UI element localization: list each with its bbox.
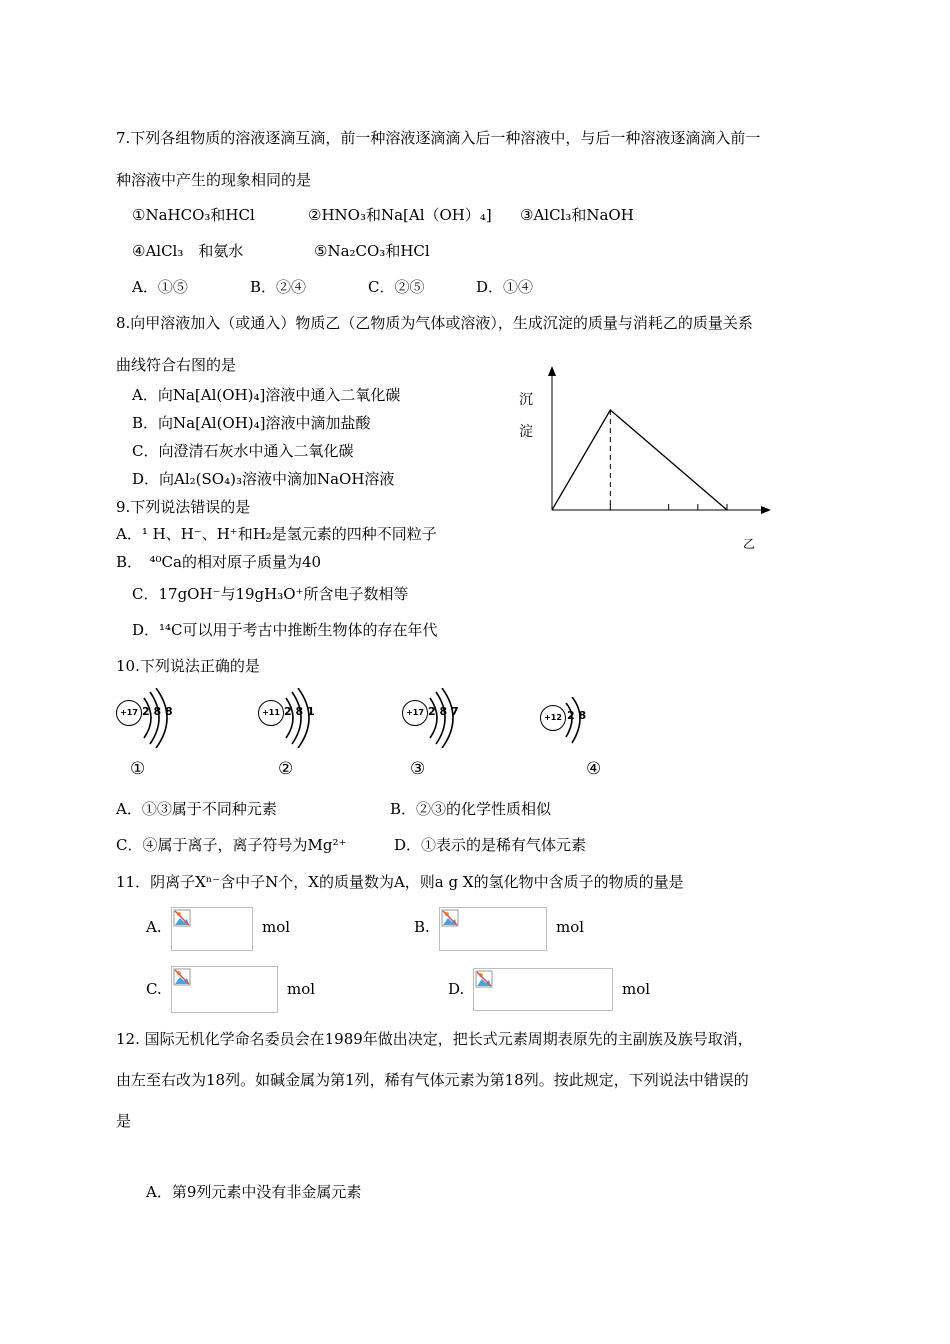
q11-formula-image-c [171, 966, 278, 1013]
atom-nucleus-1: +17 [116, 700, 142, 726]
q7-option-c: C．②⑤ [368, 278, 425, 296]
q7-option-b: B．②④ [250, 278, 307, 296]
broken-image-icon [441, 909, 459, 927]
q11-unit-b: mol [556, 918, 585, 936]
q12-option-a: A．第9列元素中没有非金属元素 [146, 1183, 362, 1201]
q10-option-b: B．②③的化学性质相似 [390, 800, 552, 818]
q10-stem: 10.下列说法正确的是 [116, 657, 260, 675]
q11-label-c: C. [146, 980, 162, 998]
atom-structure-1 [116, 688, 196, 748]
chart-x-axis [552, 506, 771, 514]
chart-ylabel-1: 沉 [519, 392, 533, 408]
q11-unit-c: mol [287, 980, 316, 998]
q8-stem-line2: 曲线符合右图的是 [116, 356, 237, 374]
q8-option-d: D．向Al₂(SO₄)₃溶液中滴加NaOH溶液 [132, 470, 395, 488]
q12-stem-line1: 12. 国际无机化学命名委员会在1989年做出决定，把长式元素周期表原先的主副族及族号取消， [116, 1030, 753, 1048]
atom-shells-2: 2 8 1 [284, 705, 315, 718]
q11-formula-image-d [473, 968, 613, 1011]
atom-num-1: ① [130, 759, 146, 779]
chart-y-axis [548, 366, 556, 510]
q7-stem-line1: 7.下列各组物质的溶液逐滴互滴，前一种溶液逐滴滴入后一种溶液中，与后一种溶液逐滴滴入前一 [116, 129, 761, 147]
atom-shells-arc-3 [402, 688, 482, 748]
chart-series-line [552, 410, 727, 510]
atom-nucleus-3: +17 [402, 700, 428, 726]
q11-formula-image-b [439, 907, 547, 951]
q9-option-c: C．17gOH⁻与19gH₃O⁺所含电子数相等 [132, 585, 409, 603]
broken-image-icon [475, 970, 493, 988]
q11-label-b: B. [414, 918, 430, 936]
q8-option-b: B．向Na[Al(OH)₄]溶液中滴加盐酸 [132, 414, 371, 432]
atom-structure-3 [402, 688, 482, 748]
q12-stem-line2: 由左至右改为18列。如碱金属为第1列，稀有气体元素为第18列。按此规定，下列说法中错误的 [116, 1071, 749, 1089]
q7-pair-5: ⑤Na₂CO₃和HCl [314, 242, 430, 260]
atom-num-3: ③ [410, 759, 426, 779]
chart-xlabel: 乙 [743, 537, 756, 551]
q7-pair-4: ④AlCl₃ 和氨水 [132, 242, 244, 260]
q12-stem-line3: 是 [116, 1112, 132, 1130]
q11-label-d: D. [448, 980, 465, 998]
q9-option-a: A．¹ H、H⁻、H⁺和H₂是氢元素的四种不同粒子 [116, 525, 437, 543]
atom-shells-3: 2 8 7 [428, 705, 459, 718]
q11-formula-image-a [171, 907, 253, 951]
atom-nucleus-4: +12 [540, 705, 566, 731]
q10-option-a: A．①③属于不同种元素 [116, 800, 277, 818]
q11-unit-a: mol [262, 918, 291, 936]
q8-option-a: A．向Na[Al(OH)₄]溶液中通入二氧化碳 [132, 386, 401, 404]
q11-label-a: A. [146, 918, 162, 936]
q7-pair-3: ③AlCl₃和NaOH [520, 206, 634, 224]
chart-ylabel-2: 淀 [519, 424, 533, 440]
q7-stem-line2: 种溶液中产生的现象相同的是 [116, 171, 312, 189]
atom-shells-arc-1 [116, 688, 196, 748]
atom-num-4: ④ [586, 759, 602, 779]
q10-option-c: C．④属于离子，离子符号为Mg²⁺ [116, 836, 347, 854]
atom-shells-4: 2 8 [567, 709, 587, 722]
q11-stem: 11．阴离子Xⁿ⁻含中子N个，X的质量数为A，则a g X的氢化物中含质子的物质的量是 [116, 873, 684, 891]
atom-shells-1: 2 8 8 [142, 705, 173, 718]
q8-stem-line1: 8.向甲溶液加入（或通入）物质乙（乙物质为气体或溶液），生成沉淀的质量与消耗乙的质量关系 [116, 314, 753, 332]
q8-precipitate-chart [505, 360, 785, 560]
q10-option-d: D．①表示的是稀有气体元素 [394, 836, 587, 854]
q7-option-d: D．①④ [476, 278, 534, 296]
q8-option-c: C．向澄清石灰水中通入二氧化碳 [132, 442, 354, 460]
q9-option-b: B． ⁴⁰Ca的相对原子质量为40 [116, 553, 322, 571]
q7-option-a: A．①⑤ [132, 278, 188, 296]
q7-pair-2: ②HNO₃和Na[Al（OH）₄] [308, 206, 492, 224]
q9-option-d: D．¹⁴C可以用于考古中推断生物体的存在年代 [132, 621, 438, 639]
atom-shells-arc-4 [540, 697, 610, 747]
atom-structure-2 [258, 688, 338, 748]
q9-stem: 9.下列说法错误的是 [116, 498, 251, 516]
atom-structure-4 [540, 697, 610, 747]
atom-shells-arc-2 [258, 688, 338, 748]
q11-unit-d: mol [622, 980, 651, 998]
broken-image-icon [173, 909, 191, 927]
q7-pair-1: ①NaHCO₃和HCl [132, 206, 255, 224]
atom-nucleus-2: +11 [258, 700, 284, 726]
broken-image-icon [173, 968, 191, 986]
atom-num-2: ② [278, 759, 294, 779]
